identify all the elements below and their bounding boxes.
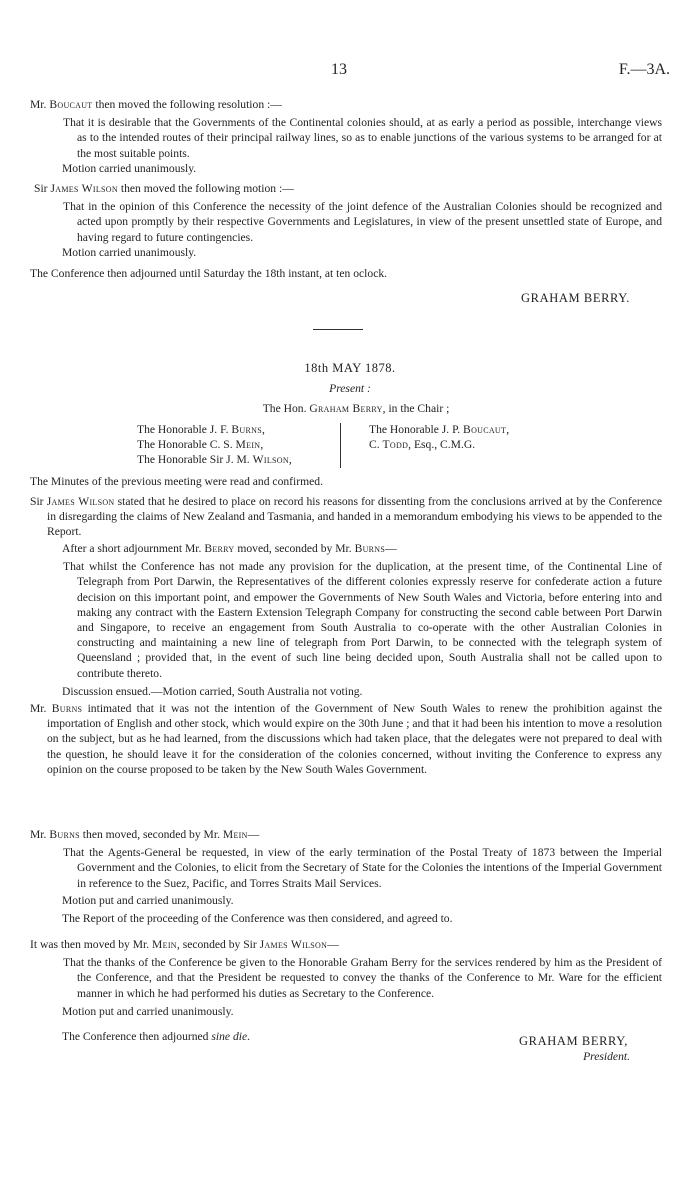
signature-2: GRAHAM BERRY, <box>519 1034 628 1048</box>
berry-intro: After a short adjournment Mr. Berry moved, seconded by Mr. Burns— <box>62 542 397 555</box>
thanks-resolution: That the thanks of the Conference be given to the Honorable Graham Berry for the services rendered by him as the President of the Conference, and that the President be requested to convey the thanks of the Conference to Mr. Ware for the efficient manner in which he had performed his duties as Secretary to the Conference. <box>63 956 662 1000</box>
motion-carried-2: Motion carried unanimously. <box>62 245 197 259</box>
wilson-motion-block <box>0 181 700 260</box>
page-number: 13 <box>331 61 347 78</box>
chair-line: The Hon. Graham Berry, in the Chair ; <box>262 402 450 415</box>
attendee-mein: The Honorable C. S. Mein, <box>137 438 264 452</box>
postal-resolution: That the Agents-General be requested, in view of the early termination of the Postal Treaty of 1873 between the Imperial Government and the Colonies, to elicit from the Secretary of State for the Colonies the intentions of the Imperial Government in reference to the Suez, Pacific, and Torres Straits Mail Services. <box>63 846 662 890</box>
present-label: Present : <box>329 382 371 395</box>
attendee-boucaut: The Honorable J. P. Boucaut, <box>369 423 510 436</box>
attendee-bracket <box>340 423 341 468</box>
boucaut-resolution-block <box>0 97 700 176</box>
signature-1: GRAHAM BERRY. <box>521 291 630 305</box>
section-divider <box>313 329 363 330</box>
final-adjournment: The Conference then adjourned sine die. <box>62 1030 251 1044</box>
report-considered: The Report of the proceeding of the Conference was then considered, and agreed to. <box>62 912 453 926</box>
signature-title: President. <box>583 1050 630 1063</box>
boucaut-intro: Mr. Boucaut then moved the following resolution :— <box>30 98 282 111</box>
wilson-dissent: Sir James Wilson stated that he desired to place on record his reasons for dissenting from the conclusions arrived at by the Conference in disregarding the claims of New Zealand and Tasmania, and handed in a memorandum embodying his views to be appended to the Report. <box>30 495 662 539</box>
attendee-wilson: The Honorable Sir J. M. Wilson, <box>137 453 292 467</box>
telegraph-motion-block <box>0 541 700 699</box>
postal-motion-block <box>0 827 700 926</box>
motion-carried-4: Motion put and carried unanimously. <box>62 1004 234 1018</box>
burns-motion-intro: Mr. Burns then moved, seconded by Mr. Mein— <box>30 828 260 841</box>
defence-motion: That in the opinion of this Conference the necessity of the joint defence of the Australian Colonies should be recognized and acted upon promptly by their respective Governments and Legislatures, in view of the present unsettled state of Europe, and having regard to future contingencies. <box>63 200 662 244</box>
attendee-todd: C. Todd, Esq., C.M.G. <box>369 438 476 452</box>
present-list-right <box>369 422 509 452</box>
mein-intro: It was then moved by Mr. Mein, seconded by Sir James Wilson— <box>30 938 339 951</box>
document-reference: F.—3A. <box>618 61 670 78</box>
burns-statement: Mr. Burns intimated that it was not the intention of the Government of New South Wales to renew the prohibition against the importation of English and other stock, which would expire on the 30th June ; and that it had been his intention to move a resolution on the subject, but as he had learned, from the discussions which had taken place, that the delegates were not prepared to deal with the question, he should leave it for the consideration of the colonies concerned, without inviting the Conference to express any opinion on the course proposed to be taken by the New South Wales Government. <box>30 702 663 776</box>
railway-resolution: That it is desirable that the Governments of the Continental colonies should, at as early a period as possible, interchange views as to the intended routes of their principal railway lines, so as to enable junctions of the various systems to be arranged for at the most suitable points. <box>63 116 662 160</box>
motion-carried-3: Motion put and carried unanimously. <box>62 893 234 907</box>
minutes-confirmed: The Minutes of the previous meeting were read and confirmed. <box>30 475 323 488</box>
wilson-intro: Sir James Wilson then moved the following motion :— <box>34 182 294 195</box>
discussion-line: Discussion ensued.—Motion carried, South Australia not voting. <box>62 684 363 698</box>
present-list-left <box>137 422 292 468</box>
motion-carried-1: Motion carried unanimously. <box>62 161 197 175</box>
attendee-burns: The Honorable J. F. Burns, <box>137 423 265 436</box>
adjournment-1: The Conference then adjourned until Saturday the 18th instant, at ten oclock. <box>30 267 388 280</box>
thanks-motion-block <box>0 937 700 1044</box>
meeting-date: 18th MAY 1878. <box>304 361 396 375</box>
page-header <box>0 62 700 82</box>
telegraph-resolution: That whilst the Conference has not made any provision for the duplication, at the present time, of the Continental Line of Telegraph from Port Darwin, the Representatives of the different colonies expressly reserve for confederate action a future decision on this important point, and empower the Governments of New South Wales and Victoria, before entering into and making any contract with the Eastern Extension Telegraph Company for constructing the second cable between Port Darwin and Singapore, to receive an engagement from South Australia to co-operate with the other Australian Colonies in constructing and maintaining a new line of telegraph from Port Darwin, to be connected with the telegraph system of Queensland ; provided that, in the event of such line being decided upon, South Australia shall not be called upon to contribute thereto. <box>63 560 662 680</box>
